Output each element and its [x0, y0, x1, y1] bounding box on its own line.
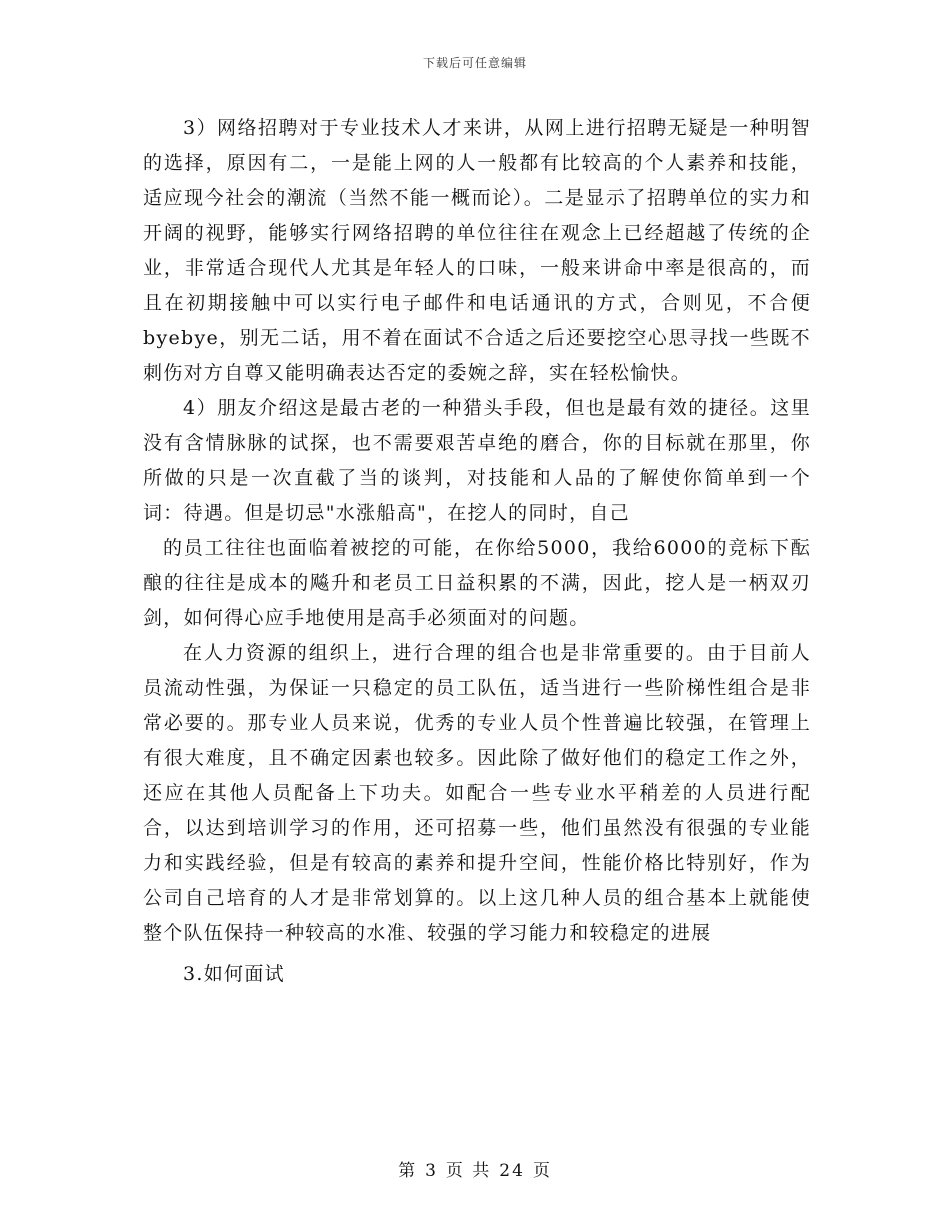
footer-total-pages: 24 [499, 1161, 525, 1181]
header-note: 下载后可任意编辑 [422, 56, 527, 70]
page-footer [0, 1156, 950, 1181]
footer-current-page: 3 [425, 1161, 438, 1181]
paragraph-friend-referral: 4）朋友介绍这是最古老的一种猎头手段，但也是最有效的捷径。这里没有含情脉脉的试探，也不需要艰苦卓绝的磨合，你的目标就在那里，你所做的只是一次直截了当的谈判，对技能和人品的了解使你简单到一个词：待遇。但是切忌"水涨船高"，在挖人的同时，自己 [143, 397, 811, 524]
footer-suffix: 页 [532, 1161, 552, 1181]
body-text [143, 111, 811, 992]
paragraph-network-recruiting: 3）网络招聘对于专业技术人才来讲，从网上进行招聘无疑是一种明智的选择，原因有二，一是能上网的人一般都有比较高的个人素养和技能，适应现今社会的潮流（当然不能一概而论）。二是显示了招聘单位的实力和开阔的视野，能够实行网络招聘的单位往往在观念上已经超越了传统的企业，非常适合现代人尤其是年轻人的口味，一般来讲命中率是很高的，而且在初期接触中可以实行电子邮件和电话通讯的方式，合则见，不合便byebye，别无二话，用不着在面试不合适之后还要挖空心思寻找一些既不刺伤对方自尊又能明确表达否定的委婉之辞，实在轻松愉快。 [143, 117, 811, 384]
paragraph-friend-referral-continued: 的员工往往也面临着被挖的可能，在你给5000，我给6000的竞标下酝酿的往往是成本的飚升和老员工日益积累的不满，因此，挖人是一柄双刃剑，如何得心应手地使用是高手必须面对的问题。 [143, 537, 811, 629]
footer-middle: 页 共 [445, 1161, 492, 1181]
section-heading-interview: 3.如何面试 [183, 963, 285, 985]
paragraph-staff-organization: 在人力资源的组织上，进行合理的组合也是非常重要的。由于目前人员流动性强，为保证一只稳定的员工队伍，适当进行一些阶梯性组合是非常必要的。那专业人员来说，优秀的专业人员个性普遍比较强，在管理上有很大难度，且不确定因素也较多。因此除了做好他们的稳定工作之外，还应在其他人员配备上下功夫。如配合一些专业水平稍差的人员进行配合，以达到培训学习的作用，还可招募一些，他们虽然没有很强的专业能力和实践经验，但是有较高的素养和提升空间，性能价格比特别好，作为公司自己培育的人才是非常划算的。以上这几种人员的组合基本上就能使整个队伍保持一种较高的水准、较强的学习能力和较稳定的进展 [143, 642, 811, 944]
footer-prefix: 第 [398, 1161, 418, 1181]
